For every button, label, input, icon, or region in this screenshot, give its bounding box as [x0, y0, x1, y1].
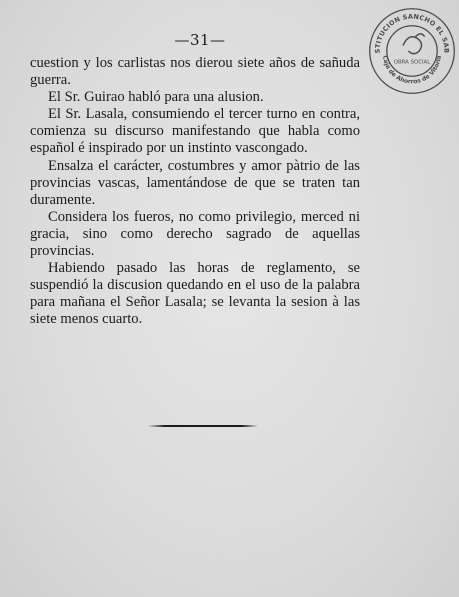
- stamp-text-bottom: Caja de Ahorros de Vitoria: [381, 55, 443, 86]
- paragraph-4: Ensalza el carácter, costumbres y amor pàtrio de las provincias vascas, lamentándose de que se traten tan duramente.: [30, 157, 360, 208]
- paragraph-6: Habiendo pasado las horas de reglamento, se suspendió la discusion quedando en el uso de la palabra para mañana el Señor Lasala; se levanta la sesion à las siete menos cuarto.: [30, 260, 360, 328]
- stamp-emblem-icon: [403, 34, 425, 54]
- page-number: —31—: [174, 31, 226, 49]
- stamp-inner-ring: [387, 26, 437, 76]
- paragraph-2: El Sr. Guirao habló para una alusion.: [48, 89, 264, 106]
- stamp-inner-text: OBRA SOCIAL: [393, 59, 431, 66]
- paragraph-5: Considera los fueros, no como privilegio, merced ni gracia, sino como derecho sagrado de aquellas provincias.: [30, 208, 360, 260]
- body-text: [30, 55, 360, 329]
- library-stamp: [367, 6, 457, 96]
- stamp-text-top: STITUCION SANCHO EL SAB: [373, 12, 451, 54]
- paragraph-3: El Sr. Lasala, consumiendo el tercer turno en contra, comienza su discurso manifestando que habla como español é inspirado por un instinto vascongado.: [30, 106, 360, 157]
- end-rule: [148, 425, 258, 427]
- paragraph-1: cuestion y los carlistas nos dierou siete años de sañuda guerra.: [30, 55, 360, 89]
